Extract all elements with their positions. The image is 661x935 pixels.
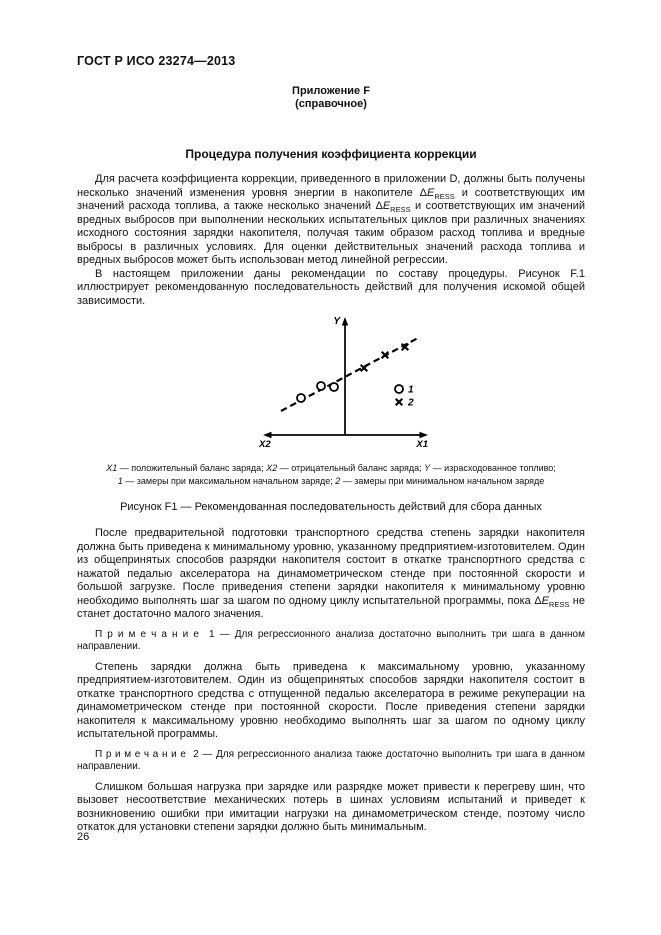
figure-key bbox=[77, 462, 585, 488]
paragraph-1: Для расчета коэффициента коррекции, приведенного в приложении D, должны быть получены несколько значений изменения уровня энергии в накопителе $\Delta E_{RESS}$ и соответствующих им значений расхода топлива, а также несколько значений $\Delta E_{RESS}$ и соответствующих им значений вредных выбросов при выполнении нескольких испытательных циклов при различных значениях исходного состояния зарядки накопителя, получая таким образом расход топлива и вредные выбросы в различных условиях. Для оценки действительных значений расхода топлива и вредных выбросов может быть использован метод линейной регрессии. bbox=[77, 173, 585, 266]
figure-f1 bbox=[245, 313, 445, 453]
x2-axis-label: X2 bbox=[259, 439, 271, 448]
x-axis-right-arrow-icon bbox=[420, 432, 429, 438]
y-axis-label: Y bbox=[333, 316, 340, 327]
note-1: П р и м е ч а н и е 1 — Для регрессионного анализа достаточно выполнить три шага в данном направлении. bbox=[77, 628, 585, 652]
paragraph-5: Слишком большая нагрузка при зарядке или разрядке может привести к перегреву шин, что вызовет несоответствие механических потерь в шинах условиям испытаний и приведет к возникновению ошибки при имитации нагрузки на динамометрическом стенде, поэтому число откаток для установки степени зарядки должно быть минимальным. bbox=[77, 780, 585, 833]
y-axis-arrow-icon bbox=[342, 317, 348, 326]
document-header: ГОСТ Р ИСО 23274—2013 bbox=[77, 54, 236, 68]
data-point-max-charge bbox=[317, 382, 325, 390]
x1-axis-label: X1 bbox=[416, 439, 428, 448]
page-title: Процедура получения коэффициента коррекции bbox=[185, 147, 477, 161]
note-2: П р и м е ч а н и е 2 — Для регрессионного анализа также достаточно выполнить три шага в данном направлении. bbox=[77, 748, 585, 772]
page-number: 26 bbox=[77, 831, 90, 843]
x-axis-left-arrow-icon bbox=[263, 432, 272, 438]
paragraph-4: Степень зарядки должна быть приведена к максимальному уровню, указанному предприятием-изготовителем. Один из общепринятых способов зарядки накопителя состоит в откатке транспортного средства с отпущенной педалью акселератора в режиме рекуперации на динамометрическом стенде при постоянной скорости. После приведения степени зарядки накопителя к максимальному уровню необходимо выполнять шаг за шагом по одному циклу испытательной программы. bbox=[77, 660, 585, 740]
appendix-kind: (справочное) bbox=[295, 98, 367, 110]
appendix-heading bbox=[77, 85, 585, 111]
legend-label: 2 bbox=[408, 397, 414, 409]
data-point-max-charge bbox=[297, 394, 305, 402]
paragraph-2: В настоящем приложении даны рекомендации по составу процедуры. Рисунок F.1 иллюстрирует рекомендованную последовательность действий для получения искомой общей зависимости. bbox=[77, 267, 585, 307]
data-point-max-charge bbox=[330, 383, 338, 391]
legend-circle-marker-icon bbox=[395, 385, 403, 393]
document-content bbox=[77, 173, 585, 835]
figure-caption: Рисунок F1 — Рекомендованная последовательность действий для сбора данных bbox=[120, 500, 542, 513]
figure-f1-chart bbox=[245, 313, 445, 448]
legend-label: 1 bbox=[408, 384, 414, 396]
paragraph-3: После предварительной подготовки транспортного средства степень зарядки накопителя должна быть приведена к минимальному уровню, указанному предприятием-изготовителем. Один из общепринятых способов разрядки накопителя состоит в откатке транспортного средства с нажатой педалью акселератора на динамометрическом стенде при постоянной скорости и большой загрузке. После приведения степени зарядки накопителя к минимальному уровню необходимо выполнять шаг за шагом по одному циклу испытательной программы, пока $\Delta E_{RESS}$ не станет достаточно малого значения. bbox=[77, 527, 585, 620]
figure-key-line-1: X1 — положительный баланс заряда; X2 — отрицательный баланс заряда; Y — израсходованное топливо; bbox=[106, 462, 556, 473]
figure-key-line-2: 1 — замеры при максимальном начальном заряде; 2 — замеры при минимальном начальном заряде bbox=[117, 475, 545, 486]
appendix-label: Приложение F bbox=[292, 85, 370, 97]
